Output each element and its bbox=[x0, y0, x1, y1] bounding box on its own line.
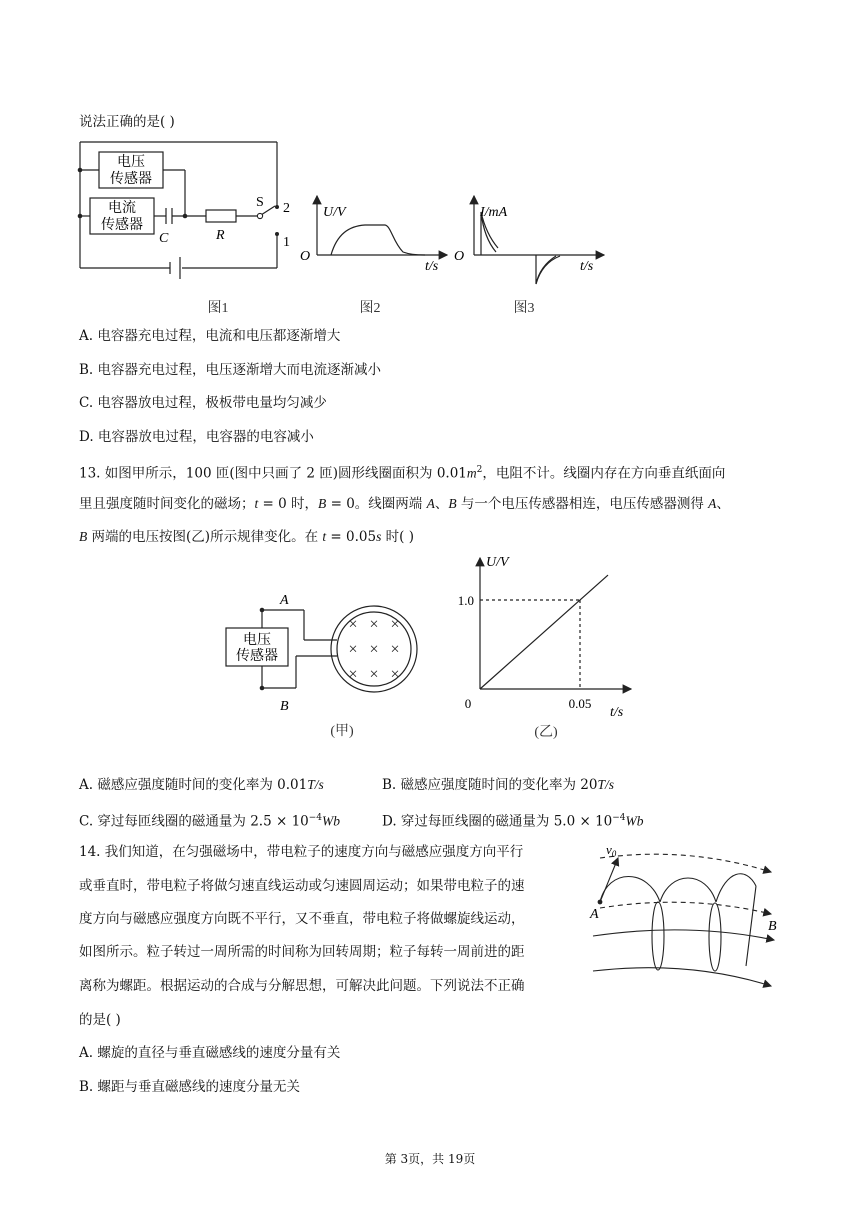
q14-stem-line-2: 或垂直时，带电粒子将做匀速直线运动或匀速圆周运动；如果带电粒子的速 bbox=[79, 878, 525, 894]
fig3-xlabel: t/s bbox=[580, 259, 594, 274]
q13-voltage-chart bbox=[446, 550, 646, 740]
coil-sensor-label-1: 电压 bbox=[243, 633, 271, 648]
fig2-xlabel: t/s bbox=[425, 259, 439, 274]
svg-text:×: × bbox=[390, 666, 400, 683]
coil-label-b: B bbox=[280, 699, 289, 714]
q14-option-a[interactable]: A. 螺旋的直径与垂直磁感线的速度分量有关 bbox=[79, 1045, 341, 1061]
q12-option-c[interactable]: C. 电容器放电过程，极板带电量均匀减少 bbox=[79, 395, 327, 411]
helix-label-b: B bbox=[768, 919, 777, 934]
chart-x-tick-label: 0.05 bbox=[568, 696, 592, 711]
svg-text:×: × bbox=[390, 641, 400, 658]
coil-label-a: A bbox=[280, 593, 289, 608]
q12-voltage-graph bbox=[295, 190, 455, 320]
label-terminal-1: 1 bbox=[283, 235, 290, 250]
svg-text:×: × bbox=[348, 666, 358, 683]
helix-label-v: $v_0$ bbox=[606, 842, 617, 859]
fig2-ylabel: U/V bbox=[323, 205, 346, 220]
current-sensor-label-2: 传感器 bbox=[101, 218, 143, 233]
fig3-caption: 图3 bbox=[513, 301, 535, 316]
coil-sensor-label-2: 传感器 bbox=[236, 649, 278, 664]
svg-text:×: × bbox=[369, 616, 379, 633]
fig1-caption: 图1 bbox=[207, 301, 229, 316]
helix-label-a: A bbox=[590, 907, 599, 922]
q14-stem-line-1: 14. 我们知道，在匀强磁场中，带电粒子的速度方向与磁感应强度方向平行 bbox=[79, 844, 524, 860]
chart-xlabel: t/s bbox=[610, 705, 624, 720]
q13-option-b[interactable]: B. 磁感应强度随时间的变化率为 20T/s bbox=[382, 777, 614, 793]
q14-option-b[interactable]: B. 螺距与垂直磁感线的速度分量无关 bbox=[79, 1079, 301, 1095]
chart-ylabel: U/V bbox=[486, 555, 509, 570]
label-capacitor-c: C bbox=[159, 231, 169, 246]
q13-option-d[interactable]: D. 穿过每匝线圈的磁通量为 $5.0 \times 10^{-4}Wb$ bbox=[382, 813, 644, 830]
q14-stem-line-6: 的是( ) bbox=[79, 1012, 121, 1028]
q12-option-b[interactable]: B. 电容器充电过程，电压逐渐增大而电流逐渐减小 bbox=[79, 362, 382, 378]
label-resistor-r: R bbox=[216, 228, 225, 243]
label-terminal-2: 2 bbox=[283, 201, 290, 216]
q13-stem-line-3: B 两端的电压按图(乙)所示规律变化。在 t = 0.05s 时( ) bbox=[79, 529, 414, 545]
chart-y-tick-label: 1.0 bbox=[457, 593, 474, 608]
q13-option-c[interactable]: C. 穿过每匝线圈的磁通量为 $2.5 \times 10^{-4}Wb$ bbox=[79, 813, 341, 830]
page-footer: 第 3页，共 19页 bbox=[384, 1152, 476, 1166]
q14-stem-line-5: 离称为螺距。根据运动的合成与分解思想，可解决此问题。下列说法不正确 bbox=[79, 978, 525, 994]
fig-jia-caption: (甲) bbox=[330, 724, 354, 739]
fig2-origin: O bbox=[300, 249, 311, 264]
current-sensor-label-1: 电流 bbox=[108, 201, 136, 216]
q13-stem-line-1: 13. 如图甲所示，100 匝(图中只画了 2 匝)圆形线圈面积为 $0.01m^2$，电阻不计。线圈内存在方向垂直纸面向 bbox=[79, 465, 726, 482]
q14-stem-line-3: 度方向与磁感应强度方向既不平行，又不垂直，带电粒子将做螺旋线运动， bbox=[79, 911, 525, 927]
q12-current-graph bbox=[448, 190, 608, 320]
fig3-ylabel: I/mA bbox=[480, 205, 508, 220]
voltage-sensor-label-2: 传感器 bbox=[110, 172, 152, 187]
q13-stem-line-2: 里且强度随时间变化的磁场；t = 0 时，B = 0。线圈两端 A、B 与一个电压传感器相连，电压传感器测得 A、 bbox=[79, 496, 730, 512]
label-switch-s: S bbox=[256, 195, 264, 210]
q13-option-a[interactable]: A. 磁感应强度随时间的变化率为 0.01T/s bbox=[79, 777, 324, 793]
svg-text:×: × bbox=[348, 641, 358, 658]
voltage-sensor-label-1: 电压 bbox=[117, 155, 145, 170]
q12-stem-tail: 说法正确的是( ) bbox=[79, 114, 175, 130]
svg-text:×: × bbox=[390, 616, 400, 633]
svg-text:×: × bbox=[369, 666, 379, 683]
q14-helix-figure bbox=[588, 836, 784, 996]
fig-yi-caption: (乙) bbox=[534, 725, 558, 740]
q12-option-a[interactable]: A. 电容器充电过程，电流和电压都逐渐增大 bbox=[79, 328, 341, 344]
q14-stem-line-4: 如图所示。粒子转过一周所需的时间称为回转周期；粒子每转一周前进的距 bbox=[79, 944, 525, 960]
fig2-caption: 图2 bbox=[359, 301, 381, 316]
chart-origin: 0 bbox=[464, 696, 472, 711]
data-line bbox=[480, 575, 608, 689]
q12-circuit-figure bbox=[70, 134, 310, 318]
svg-text:×: × bbox=[348, 616, 358, 633]
q13-coil-figure bbox=[222, 590, 437, 740]
q12-option-d[interactable]: D. 电容器放电过程，电容器的电容减小 bbox=[79, 429, 314, 445]
svg-text:×: × bbox=[369, 641, 379, 658]
fig3-origin: O bbox=[454, 249, 465, 264]
